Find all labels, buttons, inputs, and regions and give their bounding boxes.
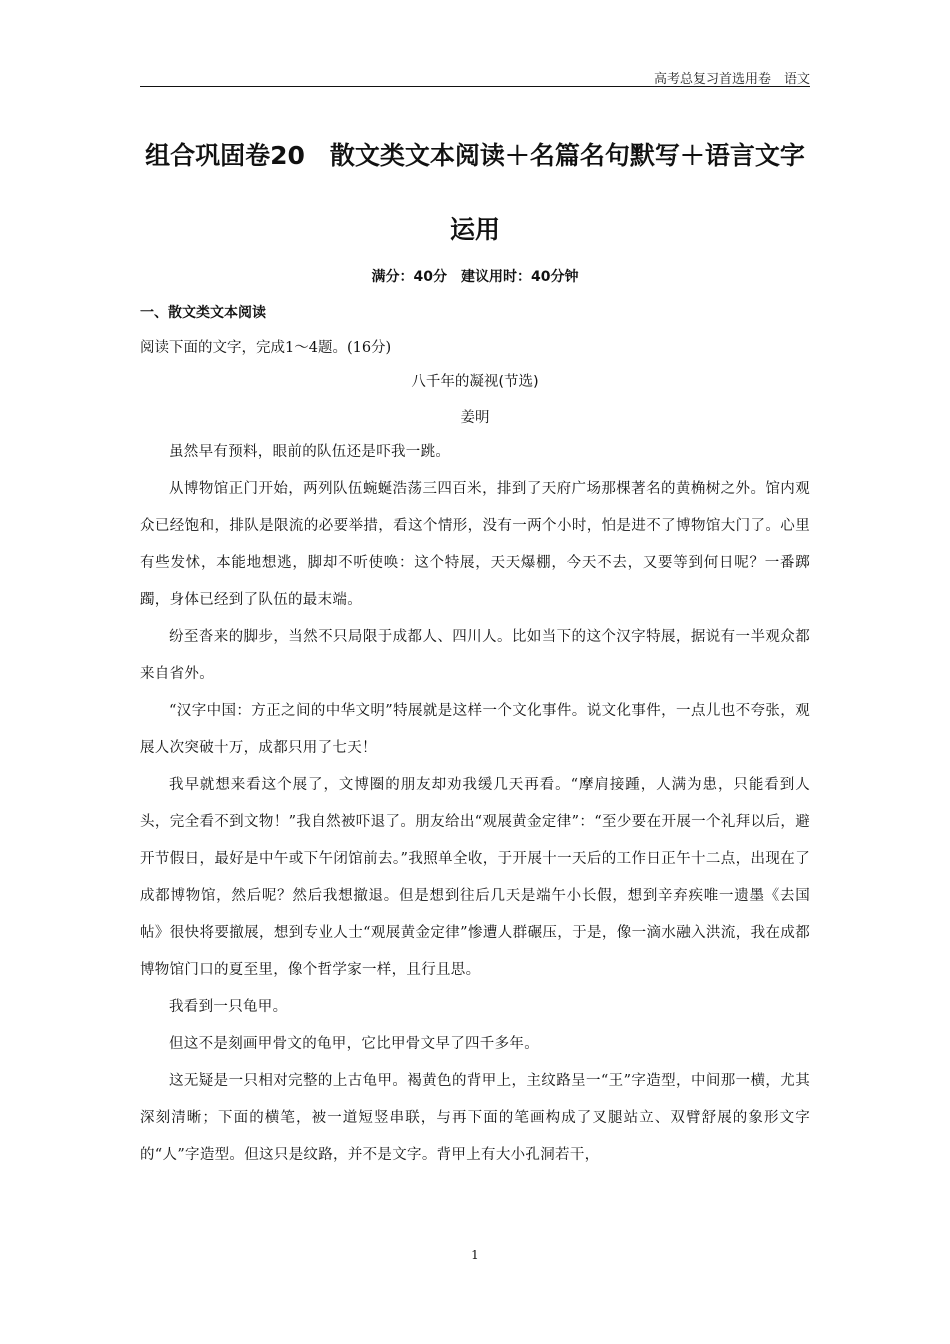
paragraph: “汉字中国：方正之间的中华文明”特展就是这样一个文化事件。说文化事件，一点儿也不夸张，观展人次突破十万，成都只用了七天！ xyxy=(140,703,810,756)
section-heading: 一、散文类文本阅读 xyxy=(140,305,266,321)
header-rule xyxy=(140,86,810,87)
paragraph: 纷至沓来的脚步，当然不只局限于成都人、四川人。比如当下的这个汉字特展，据说有一半观众都来自省外。 xyxy=(140,629,810,682)
paragraph: 从博物馆正门开始，两列队伍蜿蜒浩荡三四百米，排到了天府广场那棵著名的黄桷树之外。馆内观众已经饱和，排队是限流的必要举措，看这个情形，没有一两个小时，怕是进不了博物馆大门了。心里有些发怵，本能地想逃，脚却不听使唤：这个特展，天天爆棚，今天不去，又要等到何日呢？一番踯躅，身体已经到了队伍的最末端。 xyxy=(140,481,810,608)
paragraph: 虽然早有预料，眼前的队伍还是吓我一跳。 xyxy=(169,444,451,460)
page-title-line-1: 组合巩固卷20 散文类文本阅读＋名篇名句默写＋语言文字 xyxy=(145,141,805,170)
article-author: 姜明 xyxy=(460,410,490,426)
score-and-time: 满分：40分 建议用时：40分钟 xyxy=(371,269,579,285)
paragraph: 我看到一只龟甲。 xyxy=(169,999,288,1015)
article-title: 八千年的凝视(节选) xyxy=(411,374,539,390)
paragraph: 这无疑是一只相对完整的上古龟甲。褐黄色的背甲上，主纹路呈一“王”字造型，中间那一横，尤其深刻清晰；下面的横笔，被一道短竖串联，与再下面的笔画构成了叉腿站立、双臂舒展的象形文字的“人”字造型。但这只是纹路，并不是文字。背甲上有大小孔洞若干， xyxy=(140,1073,810,1163)
question-instruction: 阅读下面的文字，完成1～4题。(16分) xyxy=(140,340,392,356)
article-body xyxy=(140,434,810,1174)
page-title-line-2: 运用 xyxy=(449,215,500,244)
paragraph: 但这不是刻画甲骨文的龟甲，它比甲骨文早了四千多年。 xyxy=(169,1036,539,1052)
paragraph: 我早就想来看这个展了，文博圈的朋友却劝我缓几天再看。“摩肩接踵，人满为患，只能看到人头，完全看不到文物！”我自然被吓退了。朋友给出“观展黄金定律”：“至少要在开展一个礼拜以后，避开节假日，最好是中午或下午闭馆前去。”我照单全收，于开展十一天后的工作日正午十二点，出现在了成都博物馆，然后呢？然后我想撤退。但是想到往后几天是端午小长假，想到辛弃疾唯一遗墨《去国帖》很快将要撤展，想到专业人士“观展黄金定律”惨遭人群碾压，于是，像一滴水融入洪流，我在成都博物馆门口的夏至里，像个哲学家一样，且行且思。 xyxy=(140,777,810,978)
running-header: 高考总复习首选用卷 语文 xyxy=(653,72,810,87)
page-number: 1 xyxy=(471,1248,479,1262)
